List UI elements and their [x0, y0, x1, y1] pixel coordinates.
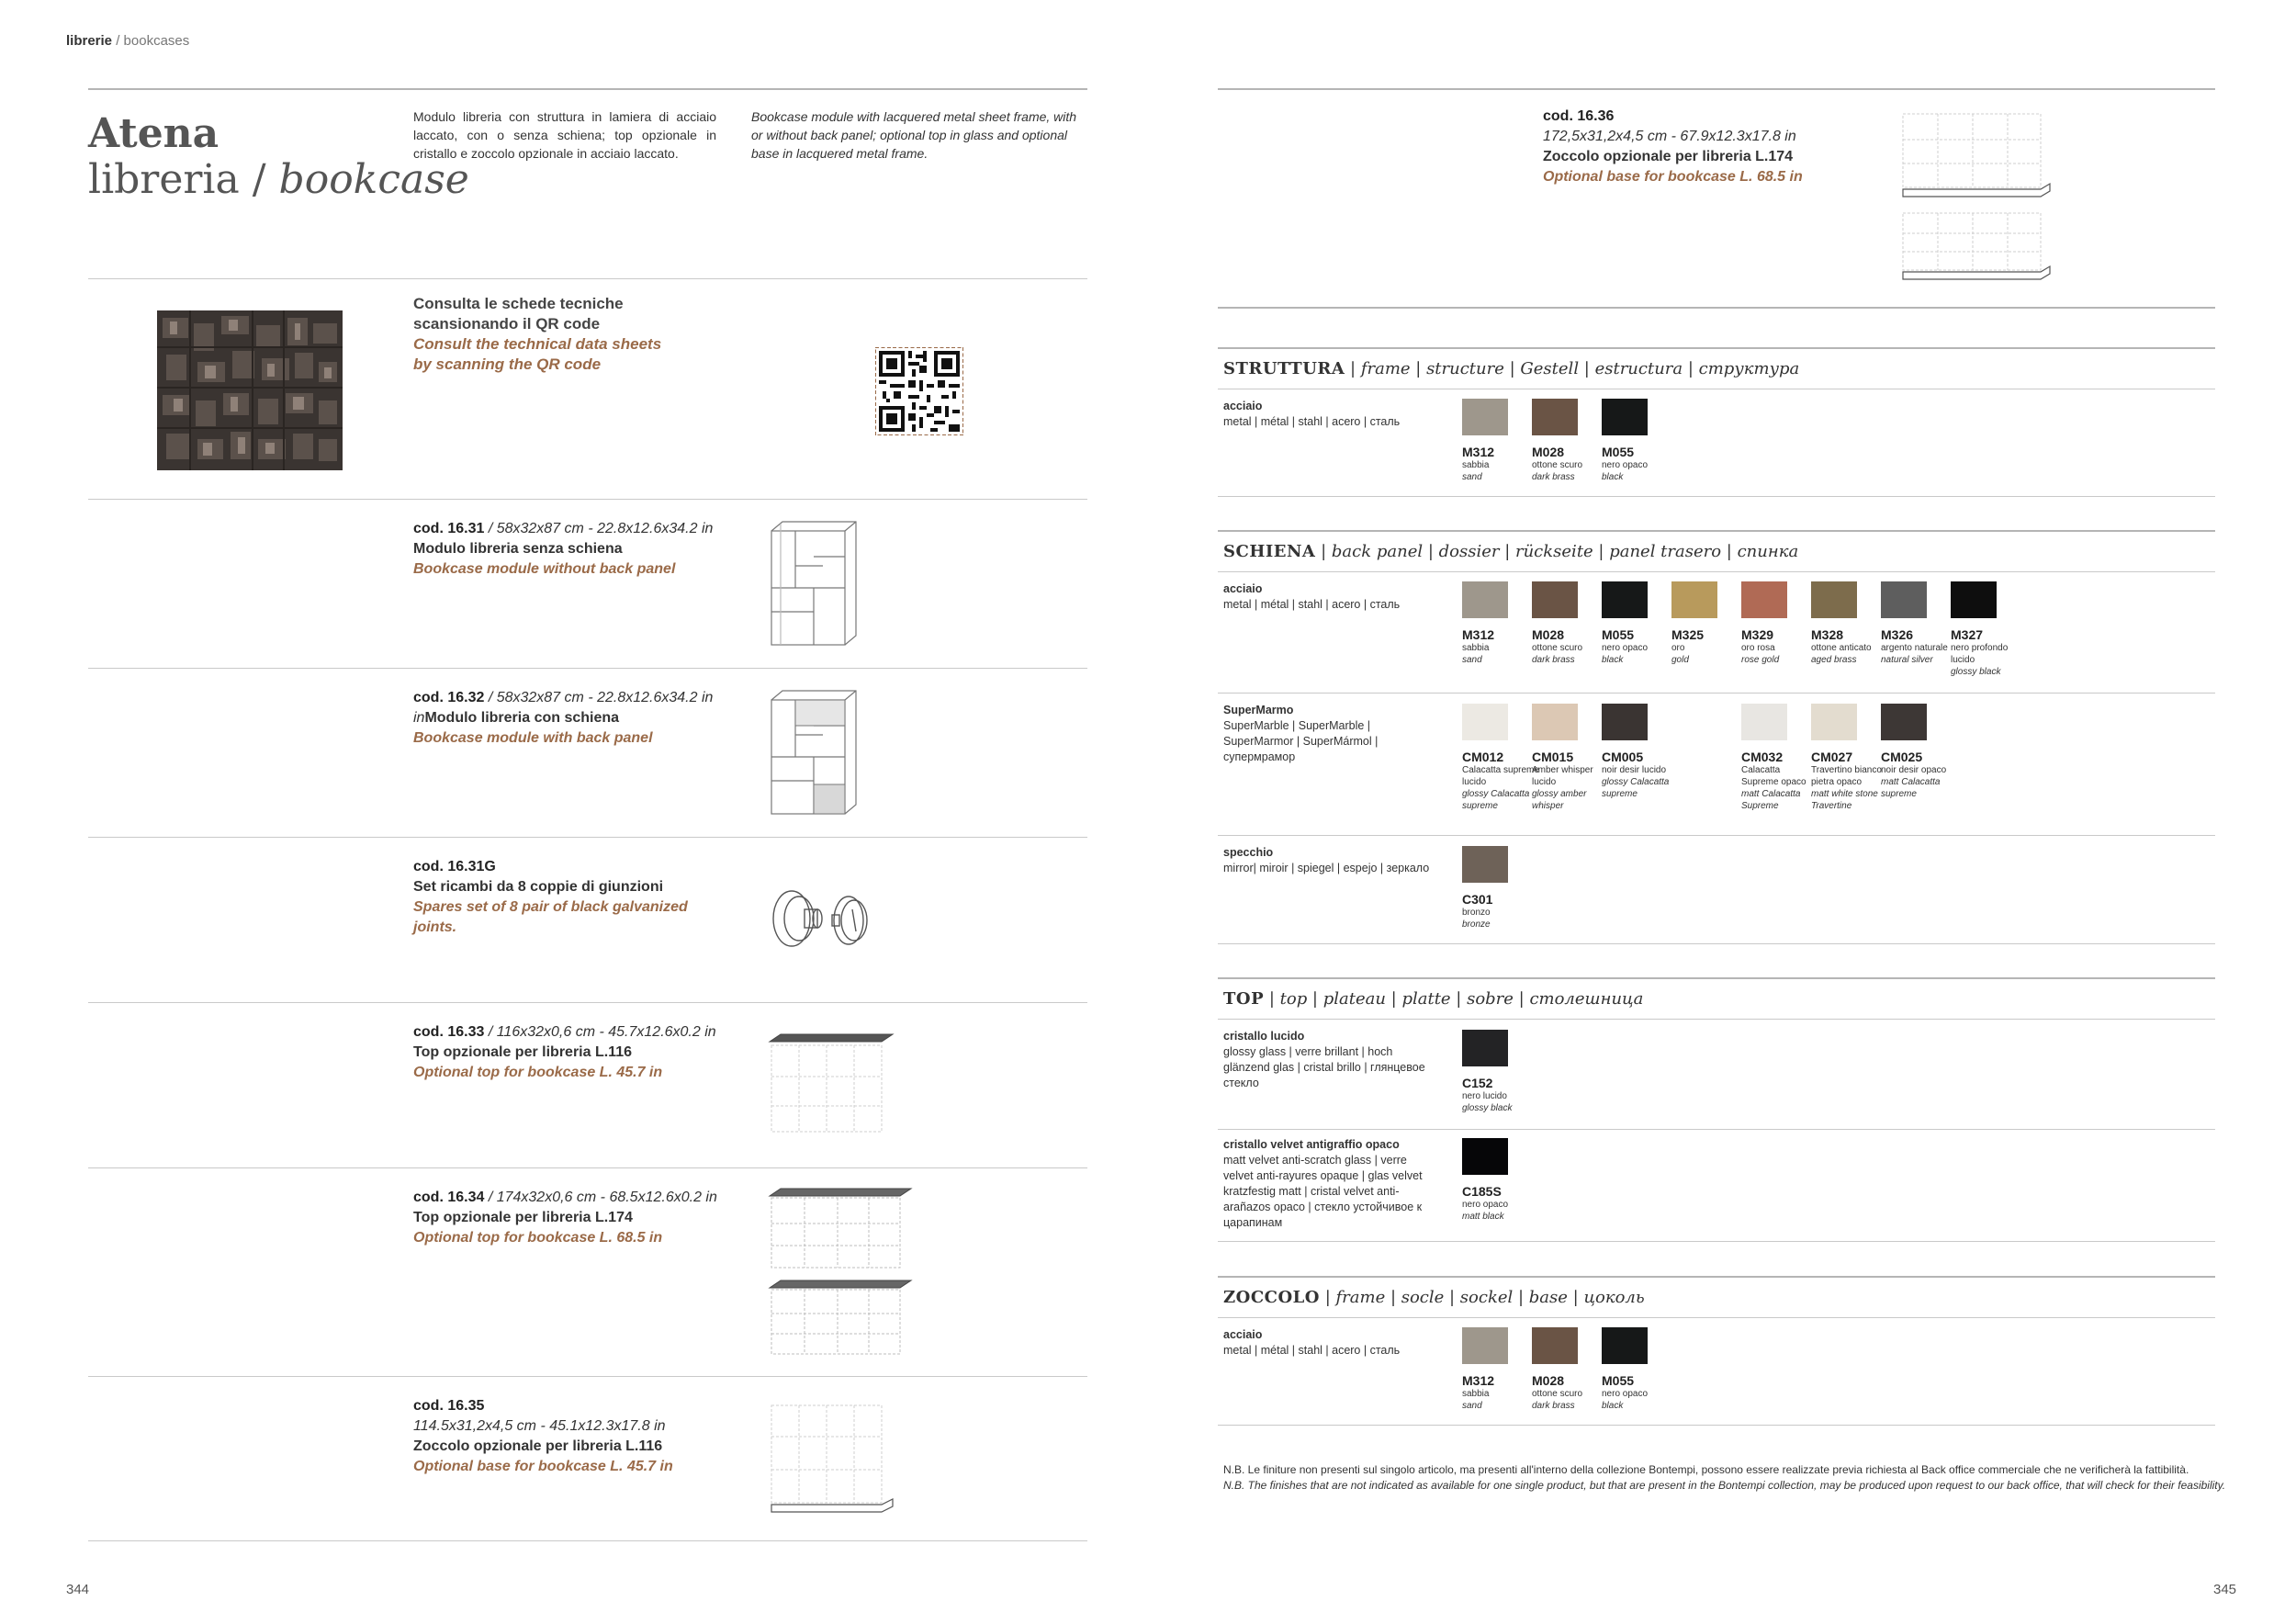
finish-swatch-m055[interactable] — [1602, 399, 1679, 483]
breadcrumb-category[interactable]: librerie — [66, 33, 113, 49]
swatch-name-it: nero opaco — [1602, 1389, 1649, 1399]
top-116-drawing — [768, 1032, 896, 1135]
page-number-left: 344 — [66, 1582, 90, 1597]
divider — [1218, 1425, 2215, 1426]
finish-swatch-cm032[interactable] — [1741, 704, 1818, 812]
swatch-name-en: bronze — [1462, 919, 1491, 930]
qr-code[interactable] — [875, 347, 963, 435]
swatch-chip[interactable] — [1462, 1030, 1508, 1066]
swatch-chip[interactable] — [1602, 581, 1648, 618]
swatch-name-it: ottone scuro — [1532, 1389, 1583, 1399]
finish-swatch-c152[interactable] — [1462, 1030, 1539, 1114]
finish-swatch-m312[interactable] — [1462, 1327, 1539, 1412]
finish-swatch-c185s[interactable] — [1462, 1138, 1539, 1223]
swatch-chip[interactable] — [1532, 581, 1578, 618]
swatch-chip[interactable] — [1462, 846, 1508, 883]
swatch-chip[interactable] — [1462, 399, 1508, 435]
finish-swatch-m327[interactable] — [1951, 581, 2028, 678]
product-name: Set ricambi da 8 coppie di giunzioni — [413, 879, 664, 895]
base-174-drawing — [1899, 112, 2055, 285]
finish-swatch-m028[interactable] — [1532, 581, 1609, 666]
swatch-name-en: natural silver — [1881, 655, 1933, 665]
swatch-code: M028 — [1532, 445, 1565, 459]
note-it: N.B. Le finiture non presenti sul singolo articolo, ma presenti all'interno della collezione Bontempi, possono essere realizzate previa richiesta al Back office commerciale che ne verificherà la fattibilità. — [1223, 1463, 2189, 1476]
swatch-name-it: oro — [1671, 643, 1685, 653]
swatch-name-it: ottone anticato — [1811, 643, 1872, 653]
material-langs: metal | métal | stahl | acero | сталь — [1223, 598, 1401, 611]
divider — [88, 1540, 1087, 1541]
divider — [88, 837, 1087, 838]
swatch-name-en: black — [1602, 472, 1624, 482]
material-name: cristallo velvet antigraffio opaco — [1223, 1138, 1400, 1151]
material-supermarmo — [1223, 703, 1407, 765]
page-number-right: 345 — [2213, 1582, 2237, 1597]
product-16-36 — [1543, 107, 1892, 187]
swatch-code: M028 — [1532, 1373, 1565, 1388]
description-it: Modulo libreria con struttura in lamiera di acciaio laccato, con o senza schiena; top opzionale in cristallo e zoccolo opzionale in acciaio laccato. — [413, 109, 716, 161]
swatch-code: CM025 — [1881, 750, 1923, 764]
product-dims: / 116x32x0,6 cm - 45.7x12.6x0.2 in — [484, 1024, 716, 1040]
swatch-name-en: matt Calacatta supreme — [1881, 777, 1941, 799]
finish-swatch-m055[interactable] — [1602, 581, 1679, 666]
swatch-code: C152 — [1462, 1076, 1493, 1090]
material-name: acciaio — [1223, 1328, 1263, 1341]
swatch-code: CM005 — [1602, 750, 1644, 764]
swatch-name-en: matt Calacatta Supreme — [1741, 789, 1801, 811]
finish-swatch-m312[interactable] — [1462, 581, 1539, 666]
section-rule — [1218, 571, 2215, 572]
swatch-chip[interactable] — [1811, 581, 1857, 618]
finish-swatch-cm015[interactable] — [1532, 704, 1609, 812]
product-name-en: Optional base for bookcase L. 68.5 in — [1543, 169, 1803, 185]
divider — [1218, 835, 2215, 836]
swatch-name-en: sand — [1462, 1401, 1482, 1411]
material-acciaio — [1223, 399, 1444, 430]
material-langs: matt velvet anti-scratch glass | verre velvet anti-rayures opaque | glas velvet kratzfestig matt | cristal velvet anti-arañazos opaco | стекло устойчивое к царапинам — [1223, 1154, 1423, 1229]
product-name-prefix: in — [413, 710, 425, 726]
swatch-chip[interactable] — [1532, 399, 1578, 435]
description-en: Bookcase module with lacquered metal sheet frame, with or without back panel; optional top in glass and optional base in lacquered metal frame. — [751, 109, 1077, 161]
swatch-code: CM015 — [1532, 750, 1574, 764]
swatch-name-en: glossy black — [1951, 667, 2001, 677]
swatch-chip[interactable] — [1532, 704, 1578, 740]
breadcrumb — [66, 33, 189, 49]
subtitle-en: bookcase — [278, 156, 469, 203]
product-16-31g — [413, 857, 762, 938]
swatch-code: C301 — [1462, 892, 1493, 907]
top-rule-right — [1218, 88, 2215, 90]
material-acciaio — [1223, 1327, 1444, 1359]
product-name: Top opzionale per libreria L.116 — [413, 1044, 632, 1060]
material-name: SuperMarmo — [1223, 704, 1294, 716]
swatch-name-it: ottone scuro — [1532, 643, 1583, 653]
material-specchio — [1223, 845, 1444, 876]
top-rule-left — [88, 88, 1087, 90]
product-16-33 — [413, 1022, 762, 1083]
swatch-name-en: sand — [1462, 472, 1482, 482]
material-langs: metal | métal | stahl | acero | сталь — [1223, 1344, 1401, 1357]
divider — [1218, 307, 2215, 309]
product-dims: / 174x32x0,6 cm - 68.5x12.6x0.2 in — [484, 1190, 717, 1205]
swatch-name-it: sabbia — [1462, 1389, 1490, 1399]
swatch-name-it: sabbia — [1462, 643, 1490, 653]
swatch-name-en: glossy black — [1462, 1103, 1513, 1113]
divider — [88, 1002, 1087, 1003]
swatch-name-it: Calacatta supreme lucido — [1462, 765, 1539, 787]
swatch-name-it: nero lucido — [1462, 1091, 1507, 1101]
joints-drawing — [768, 884, 878, 957]
product-dims: / 58x32x87 cm - 22.8x12.6x34.2 in — [484, 690, 714, 705]
qr-instructions — [413, 294, 661, 375]
divider — [88, 499, 1087, 500]
swatch-chip[interactable] — [1462, 1138, 1508, 1175]
divider — [88, 668, 1087, 669]
product-name: Top opzionale per libreria L.174 — [413, 1210, 633, 1225]
finish-swatch-m329[interactable] — [1741, 581, 1818, 666]
qr-text-en-2: by scanning the QR code — [413, 355, 602, 373]
divider — [1218, 1129, 2215, 1130]
section-label: STRUTTURA — [1223, 359, 1345, 378]
swatch-name-it: ottone scuro — [1532, 460, 1583, 470]
finish-swatch-m028[interactable] — [1532, 1327, 1609, 1412]
swatch-chip[interactable] — [1462, 581, 1508, 618]
section-struttura-heading — [1223, 359, 1799, 378]
swatch-chip[interactable] — [1462, 1327, 1508, 1364]
swatch-code: CM012 — [1462, 750, 1504, 764]
swatch-code: CM032 — [1741, 750, 1784, 764]
product-photo — [157, 310, 343, 470]
section-langs: | back panel | dossier | rückseite | panel trasero | спинка — [1315, 542, 1799, 561]
swatch-code: M312 — [1462, 445, 1495, 459]
module-with-back-drawing — [768, 689, 860, 818]
swatch-name-en: glossy Calacatta supreme — [1602, 777, 1670, 799]
material-cristallo-velvet — [1223, 1137, 1439, 1231]
swatch-name-it: nero opaco — [1462, 1200, 1509, 1210]
swatch-chip[interactable] — [1881, 704, 1927, 740]
material-acciaio — [1223, 581, 1444, 613]
base-116-drawing — [768, 1404, 896, 1516]
swatch-name-it: Travertino bianco pietra opaco — [1811, 765, 1882, 787]
swatch-chip[interactable] — [1532, 1327, 1578, 1364]
swatch-code: M328 — [1811, 627, 1844, 642]
qr-text-it-1: Consulta le schede tecniche — [413, 295, 624, 312]
product-dims: 172,5x31,2x4,5 cm - 67.9x12.3x17.8 in — [1543, 129, 1796, 144]
material-langs: mirror| miroir | spiegel | espejo | зеркало — [1223, 862, 1430, 874]
breadcrumb-sub: / bookcases — [116, 33, 190, 49]
swatch-name-en: dark brass — [1532, 1401, 1575, 1411]
swatch-name-en: gold — [1671, 655, 1689, 665]
swatch-name-en: matt black — [1462, 1212, 1504, 1222]
section-langs: | frame | socle | sockel | base | цоколь — [1320, 1288, 1645, 1307]
section-schiena-heading — [1223, 542, 1798, 561]
swatch-name-en: dark brass — [1532, 472, 1575, 482]
product-name-en: Optional base for bookcase L. 45.7 in — [413, 1459, 673, 1474]
product-16-32 — [413, 688, 762, 749]
swatch-code: M326 — [1881, 627, 1914, 642]
note-en: N.B. The finishes that are not indicated as available for one single product, but that are present in the Bontempi collection, may be produced upon request to our back office, that will check for their feasibility. — [1223, 1479, 2226, 1492]
swatch-chip[interactable] — [1602, 399, 1648, 435]
product-code: cod. 16.31G — [413, 859, 496, 874]
product-code: cod. 16.35 — [413, 1398, 485, 1414]
product-name: Zoccolo opzionale per libreria L.174 — [1543, 149, 1794, 164]
section-rule — [1218, 977, 2215, 979]
section-rule — [1218, 1276, 2215, 1278]
swatch-chip[interactable] — [1671, 581, 1717, 618]
swatch-code: M055 — [1602, 1373, 1635, 1388]
product-code: cod. 16.34 — [413, 1190, 485, 1205]
subtitle-it: libreria / — [88, 156, 266, 203]
finish-swatch-m028[interactable] — [1532, 399, 1609, 483]
swatch-name-it: noir desir opaco — [1881, 765, 1947, 775]
swatch-code: M312 — [1462, 1373, 1495, 1388]
swatch-name-it: Calacatta Supreme opaco — [1741, 765, 1806, 787]
swatch-name-it: nero profondo lucido — [1951, 643, 2009, 665]
material-langs: metal | métal | stahl | acero | сталь — [1223, 415, 1401, 428]
product-code: cod. 16.32 — [413, 690, 485, 705]
divider — [1218, 496, 2215, 497]
qr-text-it-2: scansionando il QR code — [413, 315, 601, 333]
swatch-name-it: bronzo — [1462, 908, 1491, 918]
product-name-en: Bookcase module without back panel — [413, 561, 676, 577]
module-no-back-drawing — [768, 520, 860, 648]
swatch-name-en: black — [1602, 655, 1624, 665]
section-label: SCHIENA — [1223, 542, 1316, 561]
finish-swatch-m055[interactable] — [1602, 1327, 1679, 1412]
section-label: ZOCCOLO — [1223, 1288, 1320, 1307]
swatch-chip[interactable] — [1741, 581, 1787, 618]
swatch-name-it: nero opaco — [1602, 460, 1649, 470]
section-label: TOP — [1223, 989, 1265, 1009]
product-code: cod. 16.33 — [413, 1024, 485, 1040]
material-langs: SuperMarble | SuperMarble | SuperMarmor | SuperMármol | супермрамор — [1223, 719, 1379, 763]
swatch-code: M325 — [1671, 627, 1705, 642]
swatch-name-it: noir desir lucido — [1602, 765, 1667, 775]
finish-swatch-c301[interactable] — [1462, 846, 1539, 930]
finish-swatch-m312[interactable] — [1462, 399, 1539, 483]
swatch-chip[interactable] — [1881, 581, 1927, 618]
section-rule — [1218, 1019, 2215, 1020]
swatch-code: M329 — [1741, 627, 1774, 642]
divider — [1218, 943, 2215, 944]
product-name-en-2: joints. — [413, 919, 457, 935]
finish-swatch-cm027[interactable] — [1811, 704, 1888, 812]
material-name: cristallo lucido — [1223, 1030, 1305, 1043]
material-name: acciaio — [1223, 400, 1263, 412]
product-name-en: Optional top for bookcase L. 45.7 in — [413, 1065, 663, 1080]
swatch-code: M028 — [1532, 627, 1565, 642]
product-name-en: Spares set of 8 pair of black galvanized — [413, 899, 688, 915]
product-name: Zoccolo opzionale per libreria L.116 — [413, 1438, 663, 1454]
finish-swatch-cm012[interactable] — [1462, 704, 1539, 812]
product-name: Modulo libreria senza schiena — [413, 541, 623, 557]
swatch-name-it: oro rosa — [1741, 643, 1775, 653]
product-dims: / 58x32x87 cm - 22.8x12.6x34.2 in — [484, 521, 714, 536]
swatch-name-it: nero opaco — [1602, 643, 1649, 653]
material-cristallo-lucido — [1223, 1029, 1439, 1091]
material-langs: glossy glass | verre brillant | hoch glänzend glas | cristal brillo | глянцевое стекло — [1223, 1045, 1425, 1089]
swatch-chip[interactable] — [1602, 1327, 1648, 1364]
swatch-chip[interactable] — [1462, 704, 1508, 740]
finish-swatch-m326[interactable] — [1881, 581, 1958, 666]
swatch-name-en: matt white stone Travertine — [1811, 789, 1878, 811]
swatch-name-en: black — [1602, 1401, 1624, 1411]
finishes-note — [1223, 1462, 2225, 1494]
swatch-code: M312 — [1462, 627, 1495, 642]
divider — [88, 278, 1087, 279]
product-subtitle — [88, 156, 469, 204]
section-rule — [1218, 347, 2215, 349]
swatch-name-it: Amber whisper lucido — [1532, 765, 1593, 787]
finish-swatch-m328[interactable] — [1811, 581, 1888, 666]
swatch-name-en: rose gold — [1741, 655, 1780, 665]
divider — [88, 1167, 1087, 1168]
swatch-name-en: glossy Calacatta supreme — [1462, 789, 1530, 811]
finish-swatch-m325[interactable] — [1671, 581, 1749, 666]
section-rule — [1218, 530, 2215, 532]
material-name: specchio — [1223, 846, 1274, 859]
product-title: Atena — [88, 110, 219, 157]
finish-swatch-cm025[interactable] — [1881, 704, 1958, 800]
qr-text-en-1: Consult the technical data sheets — [413, 335, 662, 353]
divider — [1218, 693, 2215, 694]
swatch-code: M055 — [1602, 627, 1635, 642]
section-top-heading — [1223, 989, 1643, 1009]
swatch-name-it: argento naturale — [1881, 643, 1948, 653]
swatch-code: CM027 — [1811, 750, 1853, 764]
product-name-en: Bookcase module with back panel — [413, 730, 653, 746]
swatch-name-it: sabbia — [1462, 460, 1490, 470]
top-174-drawing — [768, 1187, 915, 1358]
swatch-name-en: aged brass — [1811, 655, 1857, 665]
divider — [1218, 1241, 2215, 1242]
product-16-34 — [413, 1188, 762, 1248]
swatch-code: M055 — [1602, 445, 1635, 459]
section-zoccolo-heading — [1223, 1288, 1645, 1307]
product-name-en: Optional top for bookcase L. 68.5 in — [413, 1230, 663, 1246]
divider — [88, 1376, 1087, 1377]
swatch-name-en: dark brass — [1532, 655, 1575, 665]
section-langs: | frame | structure | Gestell | estructura | структура — [1345, 359, 1800, 378]
swatch-chip[interactable] — [1741, 704, 1787, 740]
swatch-name-en: sand — [1462, 655, 1482, 665]
finish-swatch-cm005[interactable] — [1602, 704, 1679, 800]
product-name: Modulo libreria con schiena — [424, 710, 620, 726]
product-dims: 114.5x31,2x4,5 cm - 45.1x12.3x17.8 in — [413, 1418, 666, 1434]
swatch-chip[interactable] — [1602, 704, 1648, 740]
product-16-35 — [413, 1396, 762, 1477]
swatch-name-en: glossy amber whisper — [1532, 789, 1587, 811]
swatch-chip[interactable] — [1951, 581, 1997, 618]
material-name: acciaio — [1223, 582, 1263, 595]
product-16-31 — [413, 519, 762, 580]
section-langs: | top | plateau | platte | sobre | столешница — [1264, 989, 1644, 1009]
product-code: cod. 16.36 — [1543, 108, 1615, 124]
swatch-code: M327 — [1951, 627, 1984, 642]
swatch-chip[interactable] — [1811, 704, 1857, 740]
section-rule — [1218, 1317, 2215, 1318]
product-code: cod. 16.31 — [413, 521, 485, 536]
swatch-code: C185S — [1462, 1184, 1502, 1199]
